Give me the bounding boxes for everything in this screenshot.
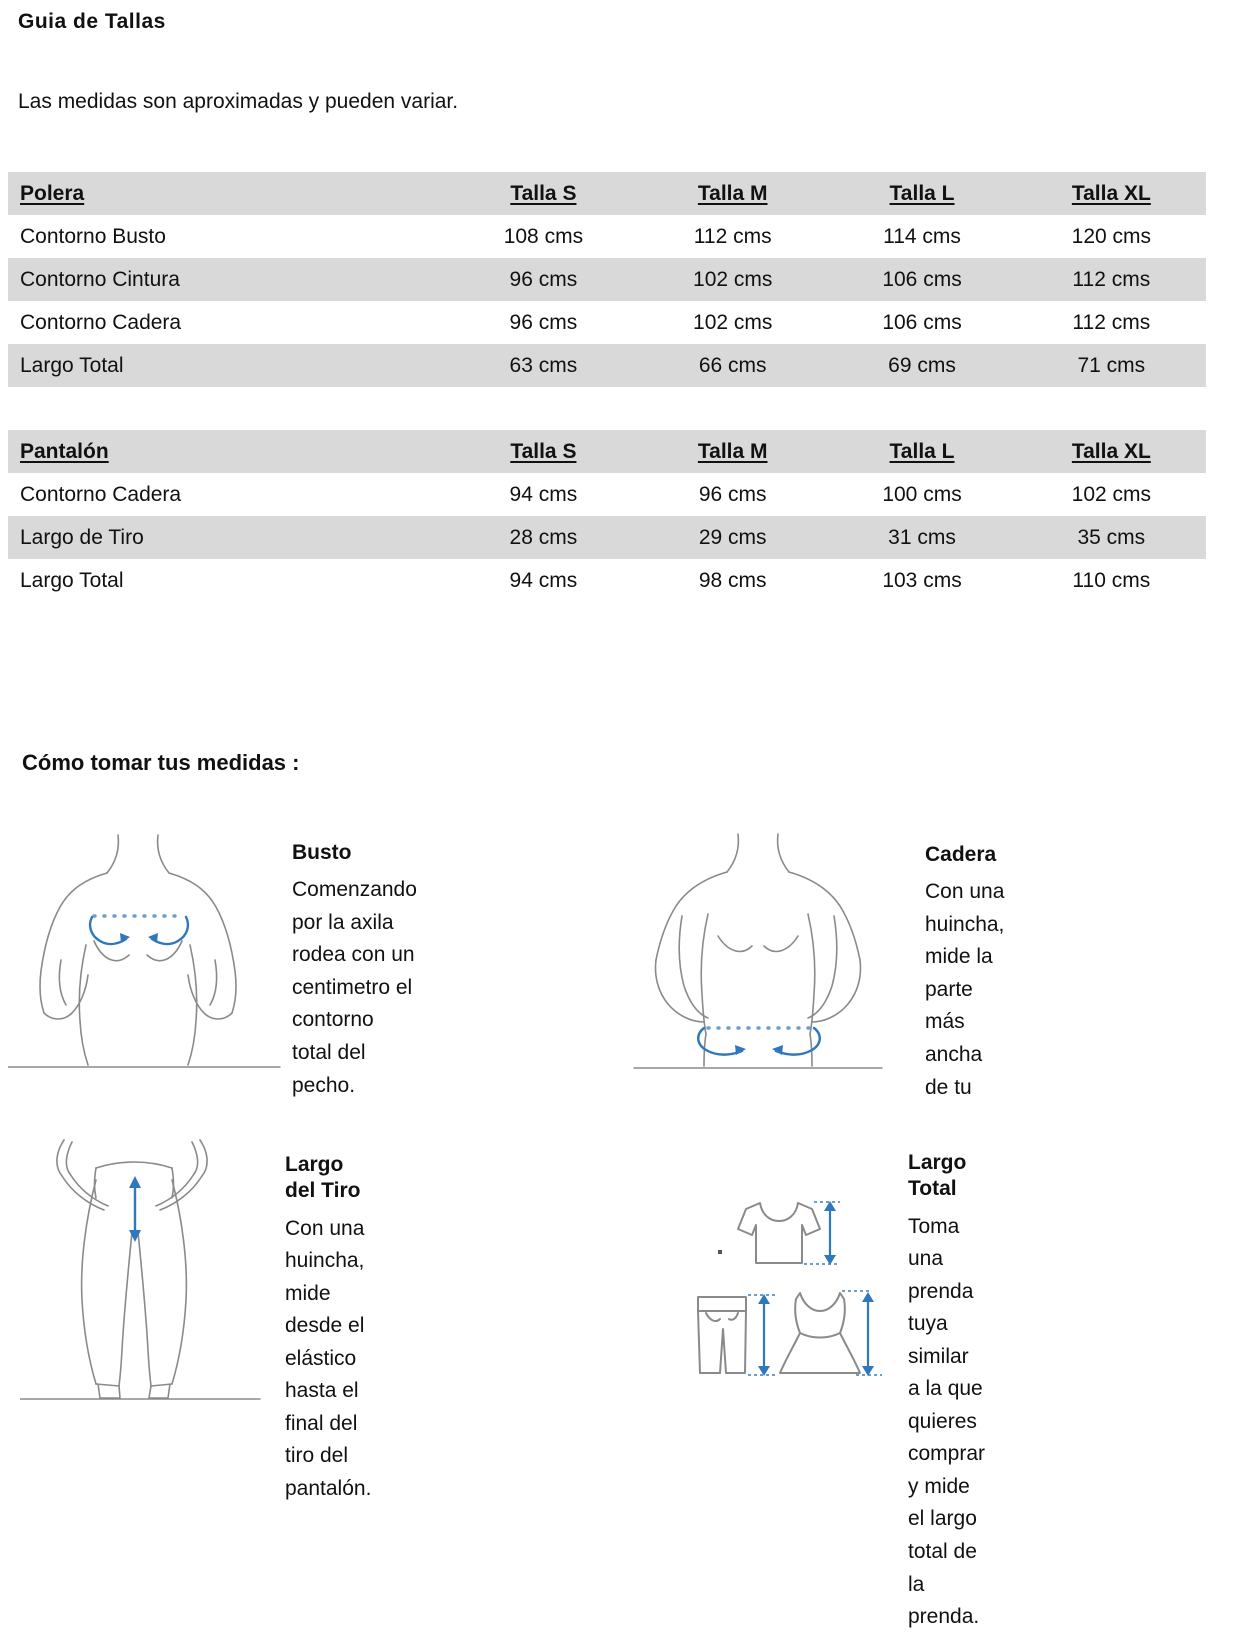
- table-row: [8, 215, 1206, 258]
- howto-body: Con una huincha, mide la parte más ancha de tu: [925, 880, 1005, 1099]
- garments-length-icon: [690, 1187, 905, 1387]
- row-label: Contorno Busto: [20, 224, 166, 248]
- column-header-size-s: Talla S: [510, 181, 577, 205]
- pants-icon: [698, 1297, 746, 1373]
- cell-size-xl: 35 cms: [1077, 525, 1146, 549]
- legs-rise-icon: [20, 1122, 270, 1412]
- cell-size-s: 28 cms: [509, 525, 578, 549]
- cell-size-m: 102 cms: [693, 267, 773, 291]
- row-label: Largo de Tiro: [20, 525, 144, 549]
- howto-body: Con una huincha, mide desde el elástico hasta el final del tiro del pantalón.: [285, 1216, 372, 1500]
- cell-size-s: 63 cms: [509, 353, 578, 377]
- size-table-polera: [8, 172, 1206, 387]
- cell-size-xl: 71 cms: [1077, 353, 1146, 377]
- howto-heading: Largo del Tiro: [285, 1153, 361, 1203]
- cell-size-xl: 120 cms: [1071, 224, 1152, 248]
- row-label: Largo Total: [20, 568, 124, 592]
- size-table-pantalon: [8, 430, 1206, 602]
- cell-size-s: 94 cms: [509, 482, 578, 506]
- table-row: [8, 473, 1206, 516]
- cell-size-m: 98 cms: [698, 568, 767, 592]
- row-label: Largo Total: [20, 353, 124, 377]
- tshirt-icon: [738, 1203, 820, 1263]
- table-row: [8, 258, 1206, 301]
- column-header-size-m: Talla M: [697, 439, 768, 463]
- howto-body: Comenzando por la axila rodea con un centimetro el contorno total del pecho.: [292, 878, 417, 1097]
- table-header-row: [8, 172, 1206, 215]
- torso-back-hip-icon: [620, 828, 900, 1083]
- row-label: Contorno Cadera: [20, 482, 182, 506]
- howto-text-tiro: [285, 1152, 371, 1505]
- cell-size-xl: 110 cms: [1072, 568, 1151, 592]
- cell-size-l: 114 cms: [883, 224, 961, 248]
- cell-size-s: 96 cms: [509, 267, 578, 291]
- column-header-size-xl: Talla XL: [1071, 439, 1151, 463]
- page-title: Guia de Tallas: [18, 10, 166, 33]
- column-header-garment: Pantalón: [20, 439, 109, 463]
- table-row: [8, 516, 1206, 559]
- column-header-garment: Polera: [20, 181, 85, 205]
- howto-heading: Largo Total: [908, 1151, 967, 1201]
- table-row: [8, 559, 1206, 602]
- cell-size-l: 100 cms: [882, 482, 962, 506]
- howto-section-title: Cómo tomar tus medidas :: [22, 750, 300, 775]
- howto-heading: Cadera: [925, 843, 997, 866]
- dress-icon: [780, 1293, 860, 1373]
- cell-size-l: 106 cms: [882, 310, 962, 334]
- column-header-size-m: Talla M: [697, 181, 768, 205]
- table-header-row: [8, 430, 1206, 473]
- cell-size-m: 29 cms: [698, 525, 767, 549]
- cell-size-m: 96 cms: [698, 482, 767, 506]
- cell-size-xl: 102 cms: [1071, 482, 1152, 506]
- cell-size-s: 96 cms: [509, 310, 578, 334]
- cell-size-s: 108 cms: [503, 224, 584, 248]
- howto-text-busto: [292, 840, 417, 1102]
- table-row: [8, 344, 1206, 387]
- howto-text-largo-total: [908, 1150, 985, 1634]
- cell-size-m: 112 cms: [693, 224, 772, 248]
- howto-text-cadera: [925, 842, 1004, 1104]
- column-header-size-l: Talla L: [889, 181, 955, 205]
- torso-front-bust-icon: [8, 825, 283, 1075]
- cell-size-m: 102 cms: [693, 310, 773, 334]
- howto-heading: Busto: [292, 841, 352, 864]
- column-header-size-l: Talla L: [889, 439, 955, 463]
- cell-size-xl: 112 cms: [1072, 310, 1151, 334]
- table-row: [8, 301, 1206, 344]
- row-label: Contorno Cadera: [20, 310, 182, 334]
- cell-size-l: 69 cms: [888, 353, 956, 377]
- cell-size-m: 66 cms: [698, 353, 767, 377]
- cell-size-l: 103 cms: [882, 568, 962, 592]
- cell-size-xl: 112 cms: [1072, 267, 1151, 291]
- cell-size-s: 94 cms: [509, 568, 578, 592]
- cell-size-l: 106 cms: [882, 267, 962, 291]
- page-subtitle: Las medidas son aproximadas y pueden variar.: [18, 90, 459, 113]
- column-header-size-s: Talla S: [510, 439, 577, 463]
- column-header-size-xl: Talla XL: [1071, 181, 1151, 205]
- cell-size-l: 31 cms: [888, 525, 956, 549]
- row-label: Contorno Cintura: [20, 267, 180, 291]
- stray-dot-marker: [718, 1250, 722, 1254]
- howto-body: Toma una prenda tuya similar a la que quieres comprar y mide el largo total de la prenda.: [908, 1214, 986, 1629]
